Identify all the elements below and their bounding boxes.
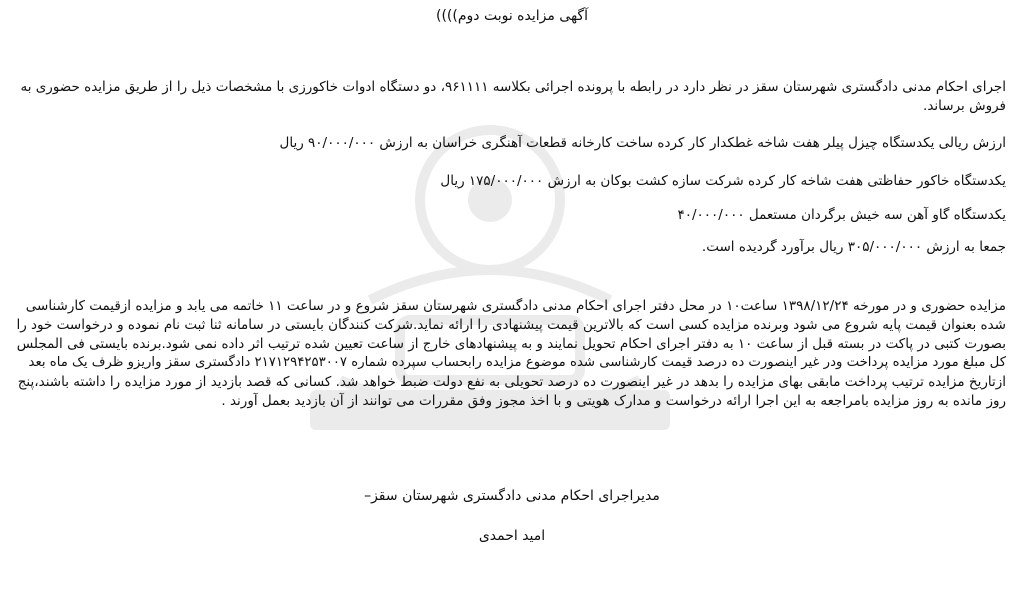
intro-line-1: اجرای احکام مدنی دادگستری شهرستان سقز در نظر دارد در رابطه با پرونده اجرائی بکلاسه ۹۶۱۱۱۱، دو دستگاه ادوات خاکورزی با مشخصات ذیل را از طریق مزایده حضوری به bbox=[20, 79, 1006, 95]
notice-title: آگهی مزایده نوبت دوم)))) bbox=[435, 8, 588, 24]
body-line-1: مزایده حضوری و در مورخه ۱۳۹۸/۱۲/۲۴ ساعت۱۰ در محل دفتر اجرای احکام مدنی دادگستری شهرستان سقز شروع و در ساعت ۱۱ خاتمه می یابد و مزایده ازقیمت کارشناسی bbox=[25, 298, 1006, 314]
body-line-4: کل مبلغ مورد مزایده پرداخت ودر غیر اینصورت ده درصد قیمت کارشناسی شده موضوع مزایده رابحساب سپرده شماره ۲۱۷۱۲۹۴۲۵۳۰۰۷ دادگستری سقز واریزو ظرف یک ماه بعد bbox=[28, 355, 1006, 370]
body-line-5: ازتاریخ مزایده ترتیب پرداخت مابقی بهای مزایده را بدهد در غیر اینصورت ده درصد تحویلی به نفع دولت ضبط خواهد شد. کسانی که قصد بازدید از مورد مزایده را داشته باشند،پنج bbox=[17, 374, 1006, 390]
signature-title: مدیراجرای احکام مدنی دادگستری شهرستان سقز– bbox=[364, 488, 660, 504]
intro-line-2: فروش برساند. bbox=[923, 98, 1006, 114]
body-line-3: بصورت کتبی در پاکت در بسته قبل از ساعت ۱۰ به دفتر اجرای احکام تحویل نمایند و به پیشنهادهای خارج از ساعت تعیین شده ترتیب اثر داده نمی شود.برنده بایستی فی المجلس bbox=[16, 336, 1006, 352]
item-total-value: جمعا به ارزش ۳۰۵/۰۰۰/۰۰۰ ریال برآورد گردیده است. bbox=[701, 239, 1006, 255]
item-chisel-plow: ارزش ریالی یکدستگاه چیزل پیلر هفت شاخه غطکدار کار کرده ساخت کارخانه قطعات آهنگری خراسان به ارزش ۹۰/۰۰۰/۰۰۰ ریال bbox=[279, 135, 1006, 151]
item-conservation-tiller: یکدستگاه خاکور حفاظتی هفت شاخه کار کرده شرکت سازه کشت بوکان به ارزش ۱۷۵/۰۰۰/۰۰۰ ریال bbox=[440, 173, 1006, 189]
signature-name: امید احمدی bbox=[478, 528, 546, 544]
item-moldboard-plow: یکدستگاه گاو آهن سه خیش برگردان مستعمل ۴۰/۰۰۰/۰۰۰ bbox=[677, 207, 1006, 223]
body-line-6: روز مانده به روز مزایده بامراجعه به این اجرا ارائه درخواست و مدارک هویتی و با اخذ مجوز وفق مقررات می توانند از آن بازدید بعمل آورند . bbox=[221, 393, 1006, 409]
body-line-2: شده بعنوان قیمت پایه شروع می شود وبرنده مزایده کسی است که بالاترین قیمت پیشنهادی را ارائه نماید.شرکت کنندگان بایستی در سامانه ثنا ثبت نام نموده و درخواست خود را bbox=[16, 317, 1006, 333]
